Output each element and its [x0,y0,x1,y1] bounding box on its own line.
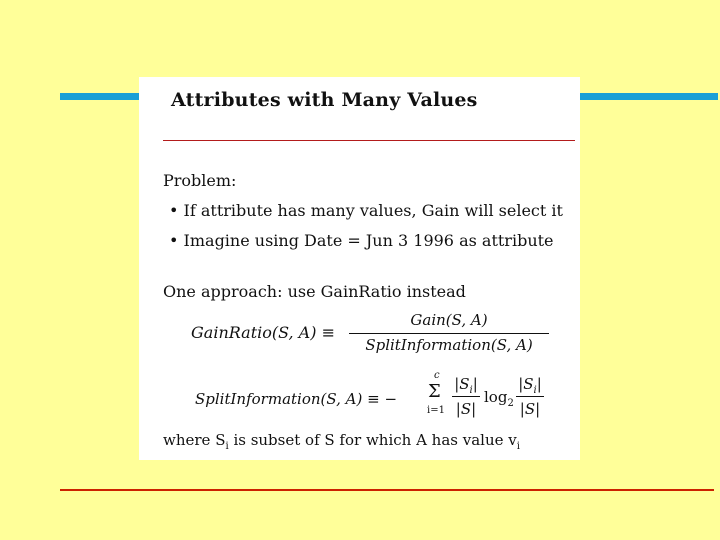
gain-ratio-lhs: GainRatio(S, A) ≡ [191,323,335,342]
bullet-text-2: Imagine using Date = Jun 3 1996 as attribute [183,231,554,250]
decorative-blue-bar-right [578,93,718,100]
slide-title: Attributes with Many Values [171,89,478,111]
gain-ratio-denominator: SplitInformation(S, A) [365,336,533,354]
bullet-item-1 [169,201,563,220]
sum-lower-limit: i=1 [427,405,445,416]
frac2-denominator: |S| [519,400,541,418]
split-info-lhs: SplitInformation(S, A) ≡ − [195,390,398,408]
frac2-numerator: $|S_i|$ [518,375,542,396]
frac1-denominator: |S| [455,400,477,418]
problem-heading: Problem: [163,171,237,190]
log-label: $\log_2$ [484,388,514,409]
approach-text: One approach: use GainRatio instead [163,282,466,301]
gain-ratio-fraction-bar [349,333,549,334]
bullet-dot-icon: • [169,231,184,250]
frac1-bar [452,396,480,397]
sum-sign-icon: Σ [428,381,441,402]
decorative-blue-bar-left [60,93,144,100]
frac2-bar [516,396,544,397]
bullet-item-2 [169,231,554,250]
slide-content-card [139,77,580,460]
frac1-numerator: $|S_i|$ [454,375,478,396]
bullet-text-1: If attribute has many values, Gain will select it [183,201,563,220]
decorative-red-rule [60,489,714,491]
sum-upper-limit: c [434,370,440,381]
gain-ratio-numerator: Gain(S, A) [410,311,488,329]
bullet-dot-icon: • [169,201,184,220]
title-underline [163,140,575,141]
where-clause: where $S_i$ is subset of S for which A has value $v_i$ [163,431,520,452]
